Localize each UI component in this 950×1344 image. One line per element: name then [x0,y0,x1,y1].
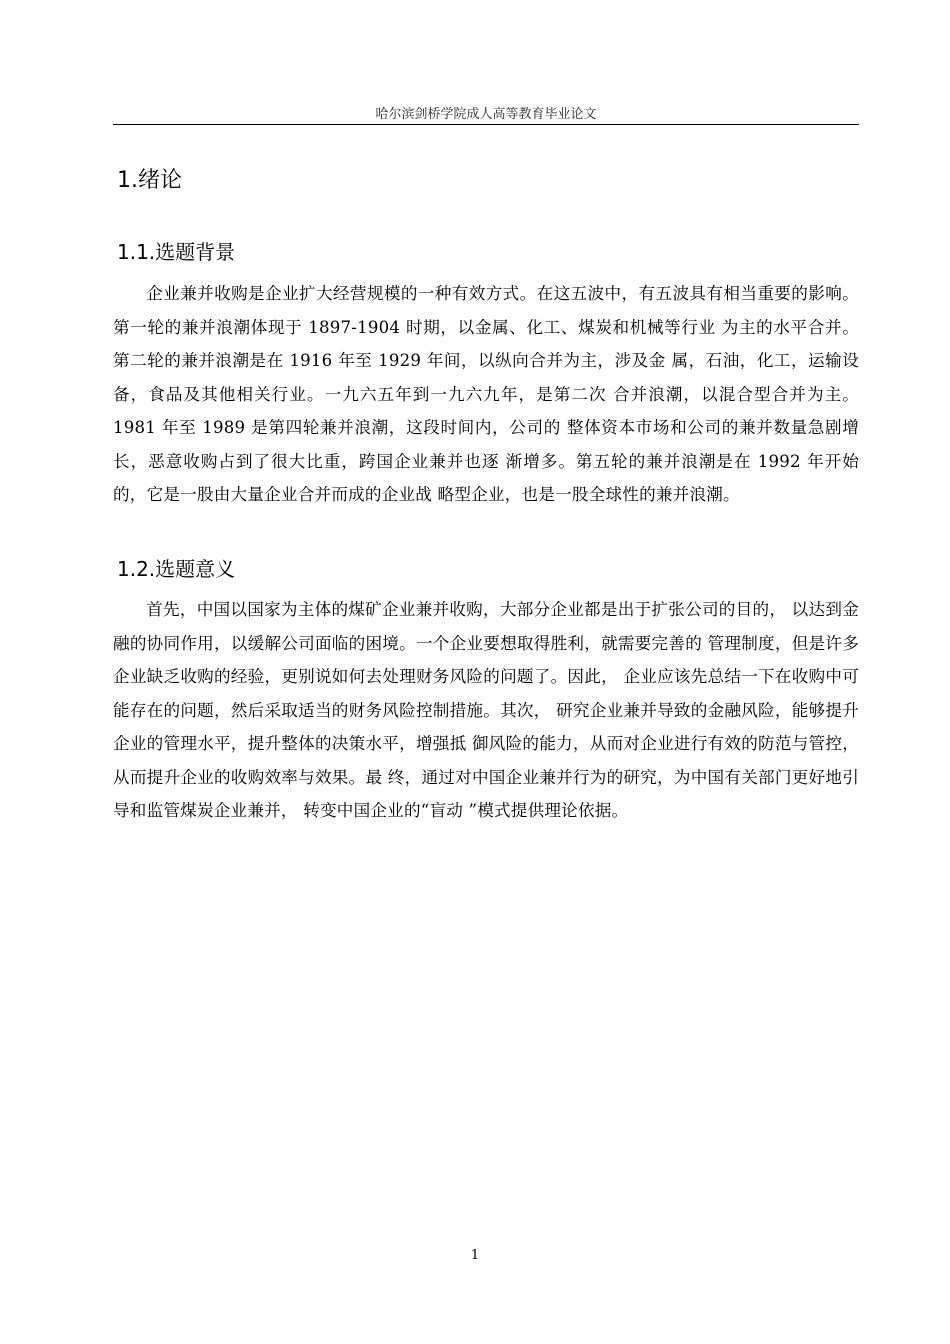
page-header: 哈尔滨剑桥学院成人高等教育毕业论文 [375,107,597,122]
chapter-title: 1.绪论 [117,168,182,193]
section-title-significance: 1.2.选题意义 [117,557,236,581]
section-paragraph-significance: 首先，中国以国家为主体的煤矿企业兼并收购，大部分企业都是出于扩张公司的目的， 以达到金融的协同作用，以缓解公司面临的困境。一个企业要想取得胜利，就需要完善的 管理制度，但是许多企业缺乏收购的经验，更别说如何去处理财务风险的问题了。因此， 企业应该先总结一下在收购中可能存在的问题，然后采取适当的财务风险控制措施。其次， 研究企业兼并导致的金融风险，能够提升企业的管理水平，提升整体的决策水平，增强抵 御风险的能力，从而对企业进行有效的防范与管控，从而提升企业的收购效率与效果。最 终，通过对中国企业兼并行为的研究，为中国有关部门更好地引导和监管煤炭企业兼并， 转变中国企业的“盲动 ”模式提供理论依据。 [113,600,859,820]
header-divider [113,124,859,125]
page-number: 1 [470,1248,480,1263]
section-paragraph-background: 企业兼并收购是企业扩大经营规模的一种有效方式。在这五波中，有五波具有相当重要的影响。第一轮的兼并浪潮体现于 1897-1904 时期，以金属、化工、煤炭和机械等行业 为主的水平合并。第二轮的兼并浪潮是在 1916 年至 1929 年间，以纵向合并为主，涉及金 属，石油，化工，运输设备，食品及其他相关行业。一九六五年到一九六九年，是第二次 合并浪潮，以混合型合并为主。1981 年至 1989 是第四轮兼并浪潮，这段时间内，公司的 整体资本市场和公司的兼并数量急剧增长，恶意收购占到了很大比重，跨国企业兼并也逐 渐增多。第五轮的兼并浪潮是在 1992 年开始的，它是一股由大量企业合并而成的企业战 略型企业，也是一股全球性的兼并浪潮。 [113,284,859,504]
section-title-background: 1.1.选题背景 [117,240,236,264]
